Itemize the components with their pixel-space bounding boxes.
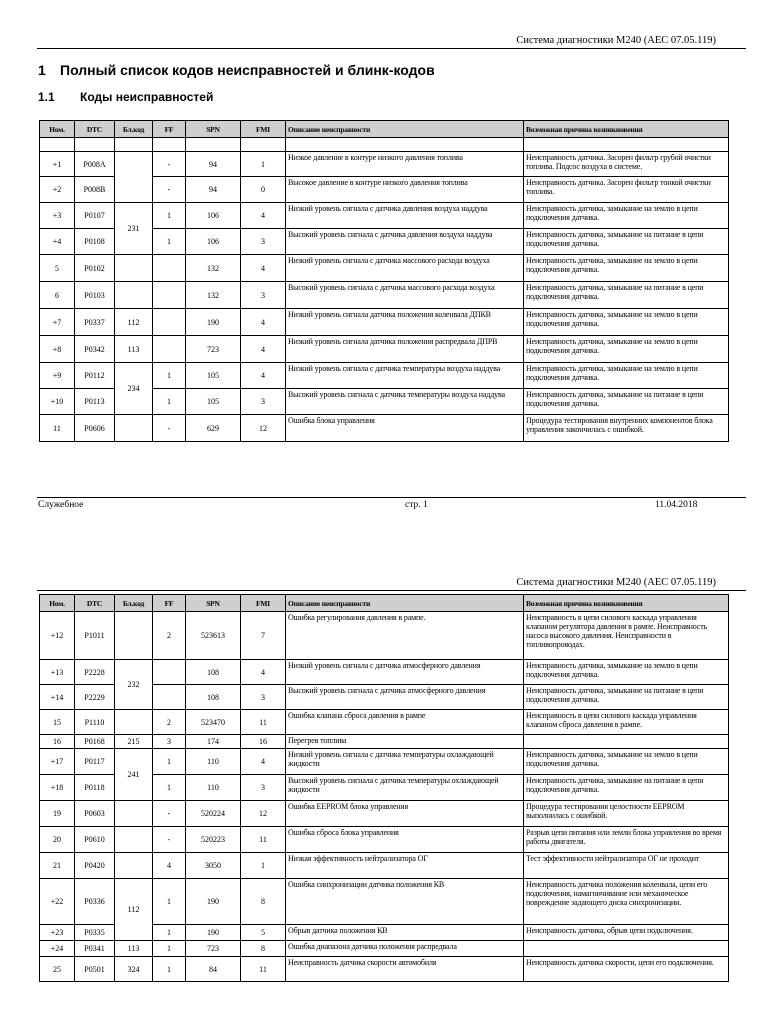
table-row — [40, 415, 729, 442]
cell-ff — [153, 255, 186, 282]
cell-ff: 1 — [153, 229, 186, 255]
cell-dtc: P0610 — [75, 827, 115, 853]
cell-fmi: 1 — [241, 152, 286, 177]
cell-ff: 1 — [153, 957, 186, 982]
cell-spn: 190 — [186, 925, 241, 941]
cell-ff: - — [153, 827, 186, 853]
cell-cause: Неисправность датчика, замыкание на землю в цепи подключения датчика. — [524, 255, 729, 282]
column-header: DTC — [75, 121, 115, 138]
cell-description: Высокое давление в контуре низкого давления топлива — [286, 177, 524, 203]
cell-number: +24 — [40, 941, 75, 957]
table-cell — [241, 138, 286, 152]
cell-spn: 110 — [186, 775, 241, 801]
cell-number: +22 — [40, 879, 75, 925]
table-cell — [75, 138, 115, 152]
table-row — [40, 336, 729, 363]
cell-ff: 2 — [153, 612, 186, 660]
cell-spn: 174 — [186, 735, 241, 749]
cell-dtc: P0108 — [75, 229, 115, 255]
cell-ff — [153, 336, 186, 363]
table-row — [40, 879, 729, 925]
cell-ff: - — [153, 152, 186, 177]
cell-dtc: P008B — [75, 177, 115, 203]
cell-cause: Неисправность датчика, замыкание на питание в цепи подключения датчика. — [524, 389, 729, 415]
table-row — [40, 749, 729, 775]
cell-ff — [153, 309, 186, 336]
cell-cause: Неисправность датчика, замыкание на землю в цепи подключения датчика. — [524, 660, 729, 685]
cell-spn: 132 — [186, 255, 241, 282]
cell-blink-code — [115, 255, 153, 282]
cell-description: Низкий уровень сигнала с датчика массового расхода воздуха — [286, 255, 524, 282]
table-row — [40, 735, 729, 749]
cell-ff: 1 — [153, 775, 186, 801]
cell-ff: 1 — [153, 389, 186, 415]
cell-fmi: 4 — [241, 749, 286, 775]
document-header-title: Система диагностики М240 (AEC 07.05.119) — [516, 577, 716, 588]
cell-dtc: P0335 — [75, 925, 115, 941]
cell-description: Неисправность датчика скорости автомобиля — [286, 957, 524, 982]
cell-spn: 94 — [186, 152, 241, 177]
table-cell — [524, 138, 729, 152]
cell-description: Ошибка блока управления — [286, 415, 524, 442]
cell-dtc: P1110 — [75, 710, 115, 735]
cell-spn: 106 — [186, 203, 241, 229]
table-cell — [286, 138, 524, 152]
cell-fmi: 11 — [241, 957, 286, 982]
cell-fmi: 8 — [241, 879, 286, 925]
cell-number: 11 — [40, 415, 75, 442]
cell-spn: 520223 — [186, 827, 241, 853]
cell-blink-code: 113 — [115, 336, 153, 363]
column-header: FF — [153, 595, 186, 612]
cell-number: +2 — [40, 177, 75, 203]
cell-cause: Неисправность датчика, замыкание на землю в цепи подключения датчика. — [524, 203, 729, 229]
subsection-heading — [38, 90, 213, 104]
column-header: Возможная причина возникновения — [524, 121, 729, 138]
cell-ff: 1 — [153, 203, 186, 229]
cell-blink-code — [115, 282, 153, 309]
cell-fmi: 4 — [241, 255, 286, 282]
column-header: Возможная причина возникновения — [524, 595, 729, 612]
column-header: Описание неисправности — [286, 595, 524, 612]
table-cell — [186, 138, 241, 152]
header-rule — [37, 590, 746, 591]
cell-dtc: P0118 — [75, 775, 115, 801]
cell-description: Низкое давление в контуре низкого давления топлива — [286, 152, 524, 177]
cell-cause — [524, 941, 729, 957]
cell-dtc: P0342 — [75, 336, 115, 363]
table-row — [40, 801, 729, 827]
cell-number: +1 — [40, 152, 75, 177]
cell-blink-code: 234 — [115, 363, 153, 415]
cell-cause: Тест эффективности нейтрализатора ОГ не проходит — [524, 853, 729, 879]
page-2 — [0, 575, 768, 1024]
cell-cause: Неисправность датчика, замыкание на землю в цепи подключения датчика. — [524, 363, 729, 389]
cell-number: 20 — [40, 827, 75, 853]
column-header: Описание неисправности — [286, 121, 524, 138]
cell-description: Перегрев топлива — [286, 735, 524, 749]
column-header: Бл.код — [115, 121, 153, 138]
table-row — [40, 203, 729, 229]
cell-description: Высокий уровень сигнала с датчика давления воздуха наддува — [286, 229, 524, 255]
cell-spn: 523470 — [186, 710, 241, 735]
cell-dtc: P0117 — [75, 749, 115, 775]
cell-spn: 106 — [186, 229, 241, 255]
cell-blink-code: 232 — [115, 660, 153, 710]
cell-fmi: 3 — [241, 685, 286, 710]
cell-description: Ошибка регулирования давления в рампе. — [286, 612, 524, 660]
cell-spn: 84 — [186, 957, 241, 982]
cell-ff: - — [153, 801, 186, 827]
table-row — [40, 152, 729, 177]
cell-number: 6 — [40, 282, 75, 309]
cell-fmi: 12 — [241, 801, 286, 827]
cell-blink-code: 113 — [115, 941, 153, 957]
cell-blink-code — [115, 415, 153, 442]
cell-fmi: 8 — [241, 941, 286, 957]
cell-cause: Неисправность датчика, замыкание на питание в цепи подключения датчика. — [524, 685, 729, 710]
cell-description: Низкий уровень сигнала датчика положения коленвала ДПКВ — [286, 309, 524, 336]
cell-dtc: P2229 — [75, 685, 115, 710]
cell-fmi: 3 — [241, 775, 286, 801]
footer-rule — [37, 497, 746, 498]
cell-cause: Неисправность датчика, замыкание на землю в цепи подключения датчика. — [524, 749, 729, 775]
document-header-title: Система диагностики М240 (AEC 07.05.119) — [516, 35, 716, 46]
cell-description: Высокий уровень сигнала с датчика температуры воздуха наддува — [286, 389, 524, 415]
cell-blink-code — [115, 827, 153, 853]
cell-cause: Неисправность датчика. Засорен фильтр грубой очистки топлива. Подсос воздуха в системе. — [524, 152, 729, 177]
cell-dtc: P008A — [75, 152, 115, 177]
table-row — [40, 309, 729, 336]
cell-dtc: P0168 — [75, 735, 115, 749]
table-row — [40, 255, 729, 282]
cell-description: Ошибка сброса блока управления — [286, 827, 524, 853]
cell-fmi: 3 — [241, 282, 286, 309]
cell-number: +18 — [40, 775, 75, 801]
cell-number: +4 — [40, 229, 75, 255]
cell-ff: - — [153, 415, 186, 442]
cell-fmi: 11 — [241, 710, 286, 735]
cell-fmi: 4 — [241, 336, 286, 363]
column-header: DTC — [75, 595, 115, 612]
column-header: FF — [153, 121, 186, 138]
column-header: Ном. — [40, 595, 75, 612]
cell-description: Ошибка EEPROM блока управления — [286, 801, 524, 827]
cell-spn: 94 — [186, 177, 241, 203]
cell-blink-code — [115, 853, 153, 879]
cell-blink-code: 231 — [115, 203, 153, 255]
cell-spn: 520224 — [186, 801, 241, 827]
header-rule — [37, 48, 746, 49]
table-row — [40, 957, 729, 982]
cell-dtc: P0336 — [75, 879, 115, 925]
cell-blink-code: 112 — [115, 309, 153, 336]
cell-number: +14 — [40, 685, 75, 710]
cell-description: Низкая эффективность нейтрализатора ОГ — [286, 853, 524, 879]
cell-number: 21 — [40, 853, 75, 879]
cell-spn: 105 — [186, 389, 241, 415]
cell-spn: 723 — [186, 336, 241, 363]
cell-cause: Неисправность датчика положения коленвала, цепи его подключения, намагничивание или механическое повреждение задающего диска синхронизации. — [524, 879, 729, 925]
subsection-title: Коды неисправностей — [80, 90, 214, 104]
cell-fmi: 4 — [241, 660, 286, 685]
table-row — [40, 363, 729, 389]
table-row — [40, 660, 729, 685]
cell-ff: 1 — [153, 925, 186, 941]
cell-spn: 190 — [186, 879, 241, 925]
column-header: FMI — [241, 121, 286, 138]
footer-date: 11.04.2018 — [655, 500, 698, 510]
cell-description: Высокий уровень сигнала с датчика массового расхода воздуха — [286, 282, 524, 309]
cell-ff — [153, 660, 186, 685]
cell-fmi: 7 — [241, 612, 286, 660]
cell-cause: Неисправность в цепи силового каскада управления клапаном регулятора давления в рампе. Неисправность насоса высокого давления. Неисправности в топливопроводах. — [524, 612, 729, 660]
cell-spn: 3050 — [186, 853, 241, 879]
section-number: 1 — [38, 62, 46, 78]
cell-description: Низкий уровень сигнала с датчика температуры воздуха наддува — [286, 363, 524, 389]
cell-blink-code: 324 — [115, 957, 153, 982]
table-row — [40, 138, 729, 152]
column-header: SPN — [186, 121, 241, 138]
cell-cause: Разрыв цепи питания или земли блока управления во время работы двигателя. — [524, 827, 729, 853]
subsection-number: 1.1 — [38, 90, 55, 104]
cell-ff — [153, 685, 186, 710]
cell-dtc: P0606 — [75, 415, 115, 442]
table-row — [40, 612, 729, 660]
cell-dtc: P1011 — [75, 612, 115, 660]
cell-number: 19 — [40, 801, 75, 827]
cell-cause — [524, 735, 729, 749]
cell-cause: Неисправность датчика скорости, цепи его подключения. — [524, 957, 729, 982]
cell-description: Обрыв датчика положения КВ — [286, 925, 524, 941]
cell-cause: Неисправность датчика, замыкание на питание в цепи подключения датчика. — [524, 775, 729, 801]
cell-fmi: 4 — [241, 363, 286, 389]
table-header-row — [40, 595, 729, 612]
cell-fmi: 4 — [241, 309, 286, 336]
cell-description: Низкий уровень сигнала с датчика атмосферного давления — [286, 660, 524, 685]
cell-number: 5 — [40, 255, 75, 282]
cell-cause: Процедура тестирования целостности EEPROM выполнилась с ошибкой. — [524, 801, 729, 827]
cell-dtc: P0112 — [75, 363, 115, 389]
cell-blink-code — [115, 612, 153, 660]
cell-ff: 4 — [153, 853, 186, 879]
cell-spn: 723 — [186, 941, 241, 957]
cell-number: +23 — [40, 925, 75, 941]
cell-fmi: 3 — [241, 389, 286, 415]
cell-number: 16 — [40, 735, 75, 749]
cell-fmi: 11 — [241, 827, 286, 853]
cell-number: +10 — [40, 389, 75, 415]
cell-dtc: P0341 — [75, 941, 115, 957]
fault-codes-table-2 — [39, 594, 729, 982]
table-cell — [40, 138, 75, 152]
cell-spn: 105 — [186, 363, 241, 389]
cell-ff — [153, 282, 186, 309]
cell-cause: Неисправность датчика. Засорен фильтр тонкой очистки топлива. — [524, 177, 729, 203]
cell-number: 15 — [40, 710, 75, 735]
cell-ff: 1 — [153, 363, 186, 389]
cell-dtc: P0420 — [75, 853, 115, 879]
cell-fmi: 1 — [241, 853, 286, 879]
cell-spn: 523613 — [186, 612, 241, 660]
column-header: FMI — [241, 595, 286, 612]
cell-ff: 3 — [153, 735, 186, 749]
cell-spn: 108 — [186, 660, 241, 685]
cell-dtc: P0603 — [75, 801, 115, 827]
cell-number: +17 — [40, 749, 75, 775]
cell-ff: 2 — [153, 710, 186, 735]
cell-description: Ошибка клапана сброса давления в рампе — [286, 710, 524, 735]
column-header: SPN — [186, 595, 241, 612]
cell-cause: Неисправность в цепи силового каскада управления клапаном сброса давления в рампе. — [524, 710, 729, 735]
fault-codes-table-1 — [39, 120, 729, 442]
cell-blink-code: 241 — [115, 749, 153, 801]
cell-description: Низкий уровень сигнала с датчика давления воздуха наддува — [286, 203, 524, 229]
cell-number: +9 — [40, 363, 75, 389]
cell-cause: Неисправность датчика, обрыв цепи подключения. — [524, 925, 729, 941]
cell-cause: Процедура тестирования внутренних компонентов блока управления закончилась с ошибкой. — [524, 415, 729, 442]
cell-number: 25 — [40, 957, 75, 982]
cell-cause: Неисправность датчика, замыкание на землю в цепи подключения датчика. — [524, 336, 729, 363]
footer-classification: Служебное — [38, 500, 84, 510]
cell-fmi: 5 — [241, 925, 286, 941]
cell-dtc: P0337 — [75, 309, 115, 336]
table-row — [40, 827, 729, 853]
cell-spn: 132 — [186, 282, 241, 309]
footer-page-number: стр. 1 — [405, 500, 428, 510]
cell-description: Низкий уровень сигнала с датчика температуры охлаждающей жидкости — [286, 749, 524, 775]
cell-description: Высокий уровень сигнала с датчика температуры охлаждающей жидкости — [286, 775, 524, 801]
cell-description: Низкий уровень сигнала датчика положения распредвала ДПРВ — [286, 336, 524, 363]
cell-blink-code: 215 — [115, 735, 153, 749]
cell-fmi: 16 — [241, 735, 286, 749]
cell-blink-code — [115, 801, 153, 827]
table-row — [40, 710, 729, 735]
column-header: Бл.код — [115, 595, 153, 612]
cell-description: Высокий уровень сигнала с датчика атмосферного давления — [286, 685, 524, 710]
cell-number: +13 — [40, 660, 75, 685]
cell-fmi: 0 — [241, 177, 286, 203]
cell-dtc: P0113 — [75, 389, 115, 415]
cell-dtc: P0501 — [75, 957, 115, 982]
cell-cause: Неисправность датчика, замыкание на питание в цепи подключения датчика. — [524, 282, 729, 309]
table-row — [40, 941, 729, 957]
cell-dtc: P2228 — [75, 660, 115, 685]
cell-fmi: 3 — [241, 229, 286, 255]
cell-blink-code — [115, 710, 153, 735]
cell-number: +3 — [40, 203, 75, 229]
section-title: Полный список кодов неисправностей и блинк-кодов — [60, 62, 435, 78]
cell-number: +8 — [40, 336, 75, 363]
cell-spn: 629 — [186, 415, 241, 442]
cell-fmi: 12 — [241, 415, 286, 442]
table-row — [40, 282, 729, 309]
cell-description: Ошибка диапазона датчика положения распредвала — [286, 941, 524, 957]
cell-number: +7 — [40, 309, 75, 336]
cell-ff: 1 — [153, 749, 186, 775]
section-heading — [38, 62, 435, 78]
cell-description: Ошибка синхронизации датчика положения КВ — [286, 879, 524, 925]
cell-fmi: 4 — [241, 203, 286, 229]
cell-spn: 190 — [186, 309, 241, 336]
column-header: Ном. — [40, 121, 75, 138]
table-header-row — [40, 121, 729, 138]
cell-ff: - — [153, 177, 186, 203]
cell-dtc: P0103 — [75, 282, 115, 309]
table-row — [40, 853, 729, 879]
cell-cause: Неисправность датчика, замыкание на питание в цепи подключения датчика. — [524, 229, 729, 255]
cell-blink-code — [115, 152, 153, 203]
cell-ff: 1 — [153, 941, 186, 957]
cell-dtc: P0107 — [75, 203, 115, 229]
cell-ff: 1 — [153, 879, 186, 925]
cell-spn: 110 — [186, 749, 241, 775]
table-cell — [153, 138, 186, 152]
cell-number: +12 — [40, 612, 75, 660]
cell-dtc: P0102 — [75, 255, 115, 282]
cell-cause: Неисправность датчика, замыкание на землю в цепи подключения датчика. — [524, 309, 729, 336]
table-cell — [115, 138, 153, 152]
cell-blink-code: 112 — [115, 879, 153, 941]
cell-spn: 108 — [186, 685, 241, 710]
